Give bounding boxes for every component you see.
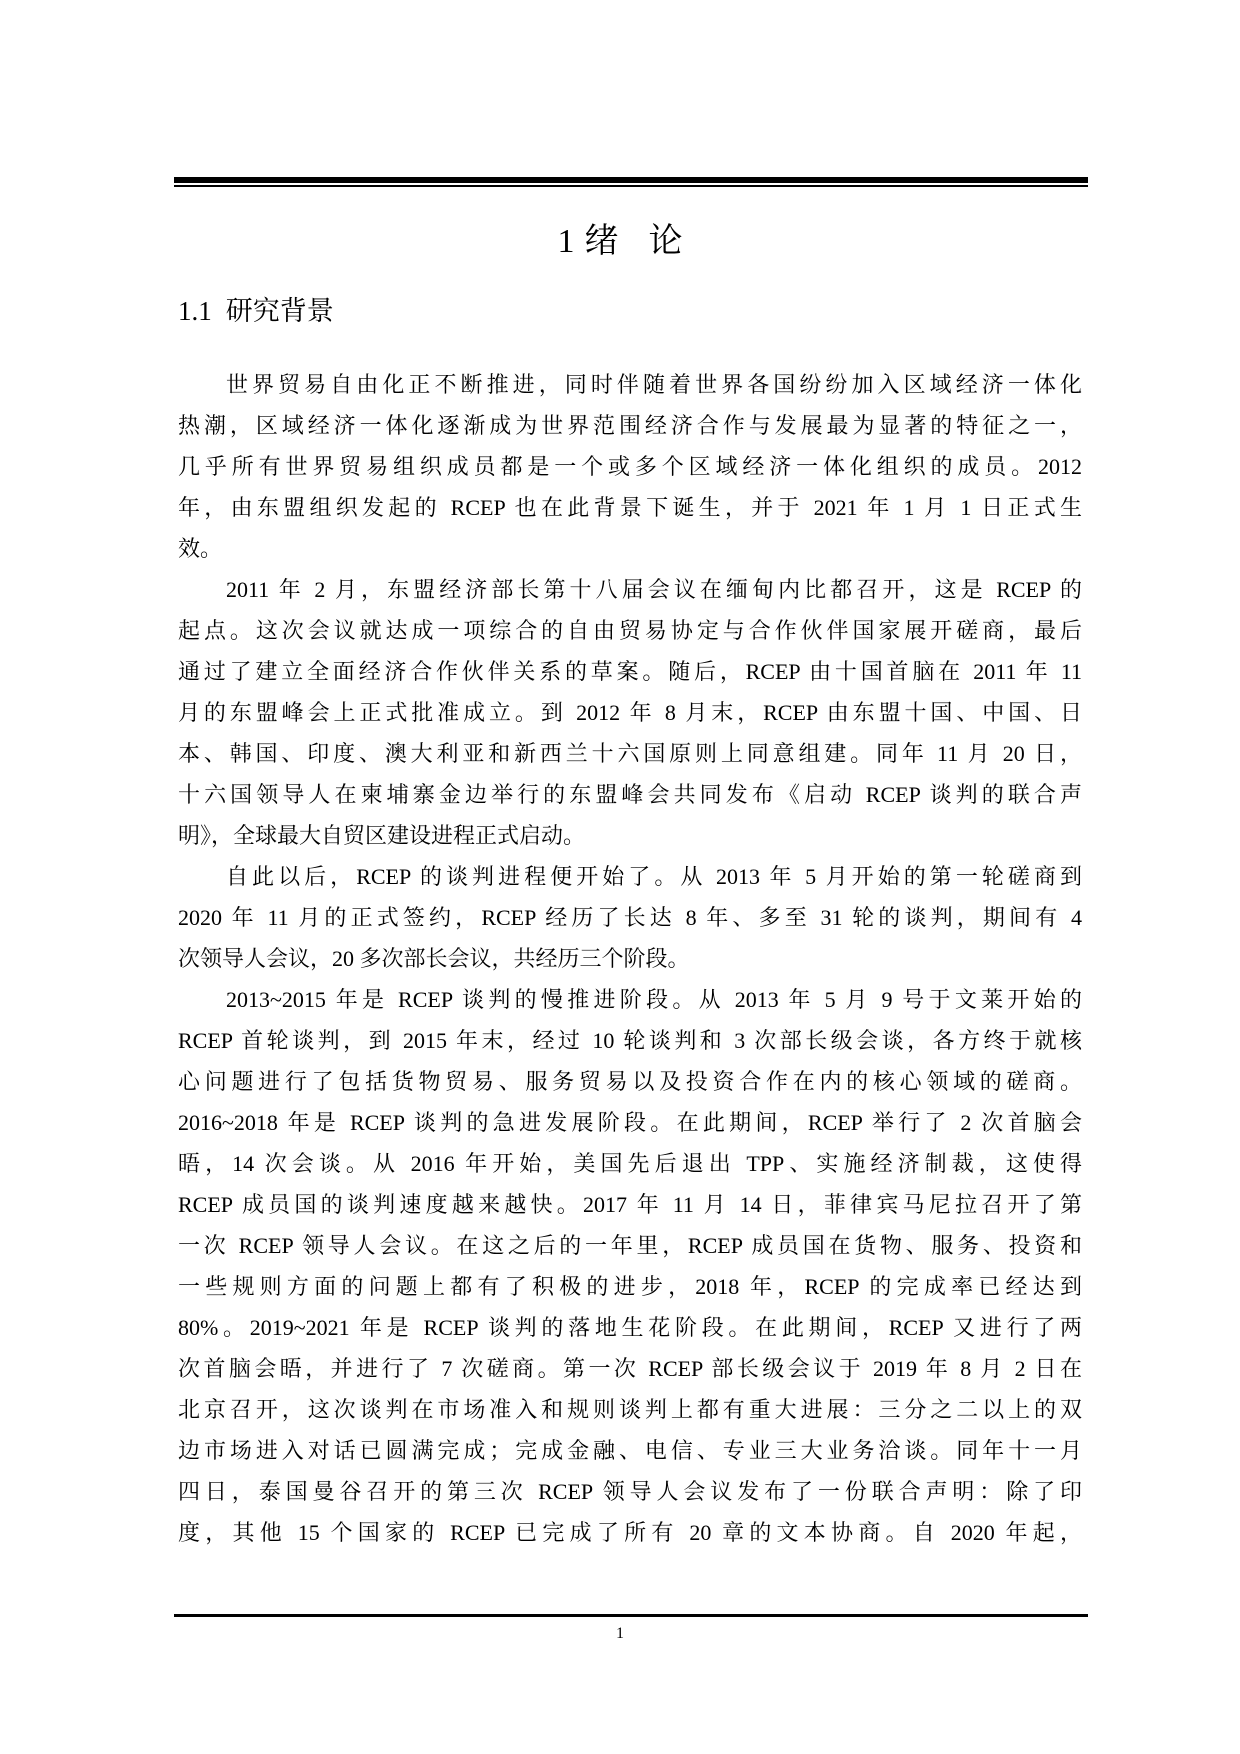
chapter-title-part2: 论: [648, 223, 683, 260]
body-text: [178, 364, 1082, 1553]
paragraph: [178, 364, 1082, 569]
text-line: RCEP 成员国的谈判速度越来越快。2017 年 11 月 14 日，菲律宾马尼拉召开了第: [178, 1192, 1082, 1217]
text-line: 热潮，区域经济一体化逐渐成为世界范围经济合作与发展最为显著的特征之一，: [178, 413, 1082, 438]
text-line: RCEP 首轮谈判，到 2015 年末，经过 10 轮谈判和 3 次部长级会谈，各方终于就核: [178, 1028, 1082, 1053]
chapter-number: 1: [557, 223, 575, 260]
header-rule-thick: [174, 177, 1088, 183]
text-line: 2013~2015 年是 RCEP 谈判的慢推进阶段。从 2013 年 5 月 9 号于文莱开始的: [226, 987, 1082, 1012]
text-line: 一次 RCEP 领导人会议。在这之后的一年里，RCEP 成员国在货物、服务、投资和: [178, 1233, 1082, 1258]
header-rule-thin: [174, 185, 1088, 187]
text-line: 四日，泰国曼谷召开的第三次 RCEP 领导人会议发布了一份联合声明：除了印: [178, 1479, 1082, 1504]
text-line: 2020 年 11 月的正式签约，RCEP 经历了长达 8 年、多至 31 轮的谈判，期间有 4: [178, 905, 1082, 930]
paragraph: [178, 856, 1082, 979]
text-line: 世界贸易自由化正不断推进，同时伴随着世界各国纷纷加入区域经济一体化: [226, 372, 1082, 397]
text-line: 心问题进行了包括货物贸易、服务贸易以及投资合作在内的核心领域的磋商。: [178, 1069, 1082, 1094]
text-line: 80%。2019~2021 年是 RCEP 谈判的落地生花阶段。在此期间，RCEP 又进行了两: [178, 1315, 1082, 1340]
paragraph: [178, 569, 1082, 856]
text-line: 月的东盟峰会上正式批准成立。到 2012 年 8 月末，RCEP 由东盟十国、中国、日: [178, 700, 1082, 725]
chapter-title: [0, 220, 1240, 264]
text-line: 年，由东盟组织发起的 RCEP 也在此背景下诞生，并于 2021 年 1 月 1 日正式生: [178, 495, 1082, 520]
text-line: 2016~2018 年是 RCEP 谈判的急进发展阶段。在此期间，RCEP 举行了 2 次首脑会: [178, 1110, 1082, 1135]
section-heading: [178, 293, 334, 329]
text-line: 几乎所有世界贸易组织成员都是一个或多个区域经济一体化组织的成员。2012: [178, 454, 1082, 479]
text-line: 晤，14 次会谈。从 2016 年开始，美国先后退出 TPP、实施经济制裁，这使得: [178, 1151, 1082, 1176]
text-line: 次首脑会晤，并进行了 7 次磋商。第一次 RCEP 部长级会议于 2019 年 8 月 2 日在: [178, 1356, 1082, 1381]
text-line: 次领导人会议，20 多次部长会议，共经历三个阶段。: [178, 946, 690, 971]
footer-rule: [174, 1614, 1088, 1617]
text-line: 自此以后，RCEP 的谈判进程便开始了。从 2013 年 5 月开始的第一轮磋商到: [226, 864, 1082, 889]
paragraph: [178, 979, 1082, 1553]
text-line: 本、韩国、印度、澳大利亚和新西兰十六国原则上同意组建。同年 11 月 20 日，: [178, 741, 1082, 766]
text-line: 一些规则方面的问题上都有了积极的进步，2018 年，RCEP 的完成率已经达到: [178, 1274, 1082, 1299]
section-number: 1.1: [178, 296, 212, 326]
page-number: 1: [616, 1625, 624, 1642]
text-line: 起点。这次会议就达成一项综合的自由贸易协定与合作伙伴国家展开磋商，最后: [178, 618, 1082, 643]
text-line: 明》，全球最大自贸区建设进程正式启动。: [178, 823, 586, 848]
text-line: 度，其他 15 个国家的 RCEP 已完成了所有 20 章的文本协商。自 2020 年起，: [178, 1520, 1082, 1545]
text-line: 效。: [178, 536, 223, 561]
chapter-title-part1: 绪: [584, 223, 619, 260]
text-line: 边市场进入对话已圆满完成；完成金融、电信、专业三大业务洽谈。同年十一月: [178, 1438, 1082, 1463]
text-line: 2011 年 2 月，东盟经济部长第十八届会议在缅甸内比都召开，这是 RCEP 的: [226, 577, 1082, 602]
text-line: 北京召开，这次谈判在市场准入和规则谈判上都有重大进展：三分之二以上的双: [178, 1397, 1082, 1422]
text-line: 通过了建立全面经济合作伙伴关系的草案。随后，RCEP 由十国首脑在 2011 年 11: [178, 659, 1082, 684]
section-title: 研究背景: [225, 296, 334, 326]
text-line: 十六国领导人在柬埔寨金边举行的东盟峰会共同发布《启动 RCEP 谈判的联合声: [178, 782, 1082, 807]
